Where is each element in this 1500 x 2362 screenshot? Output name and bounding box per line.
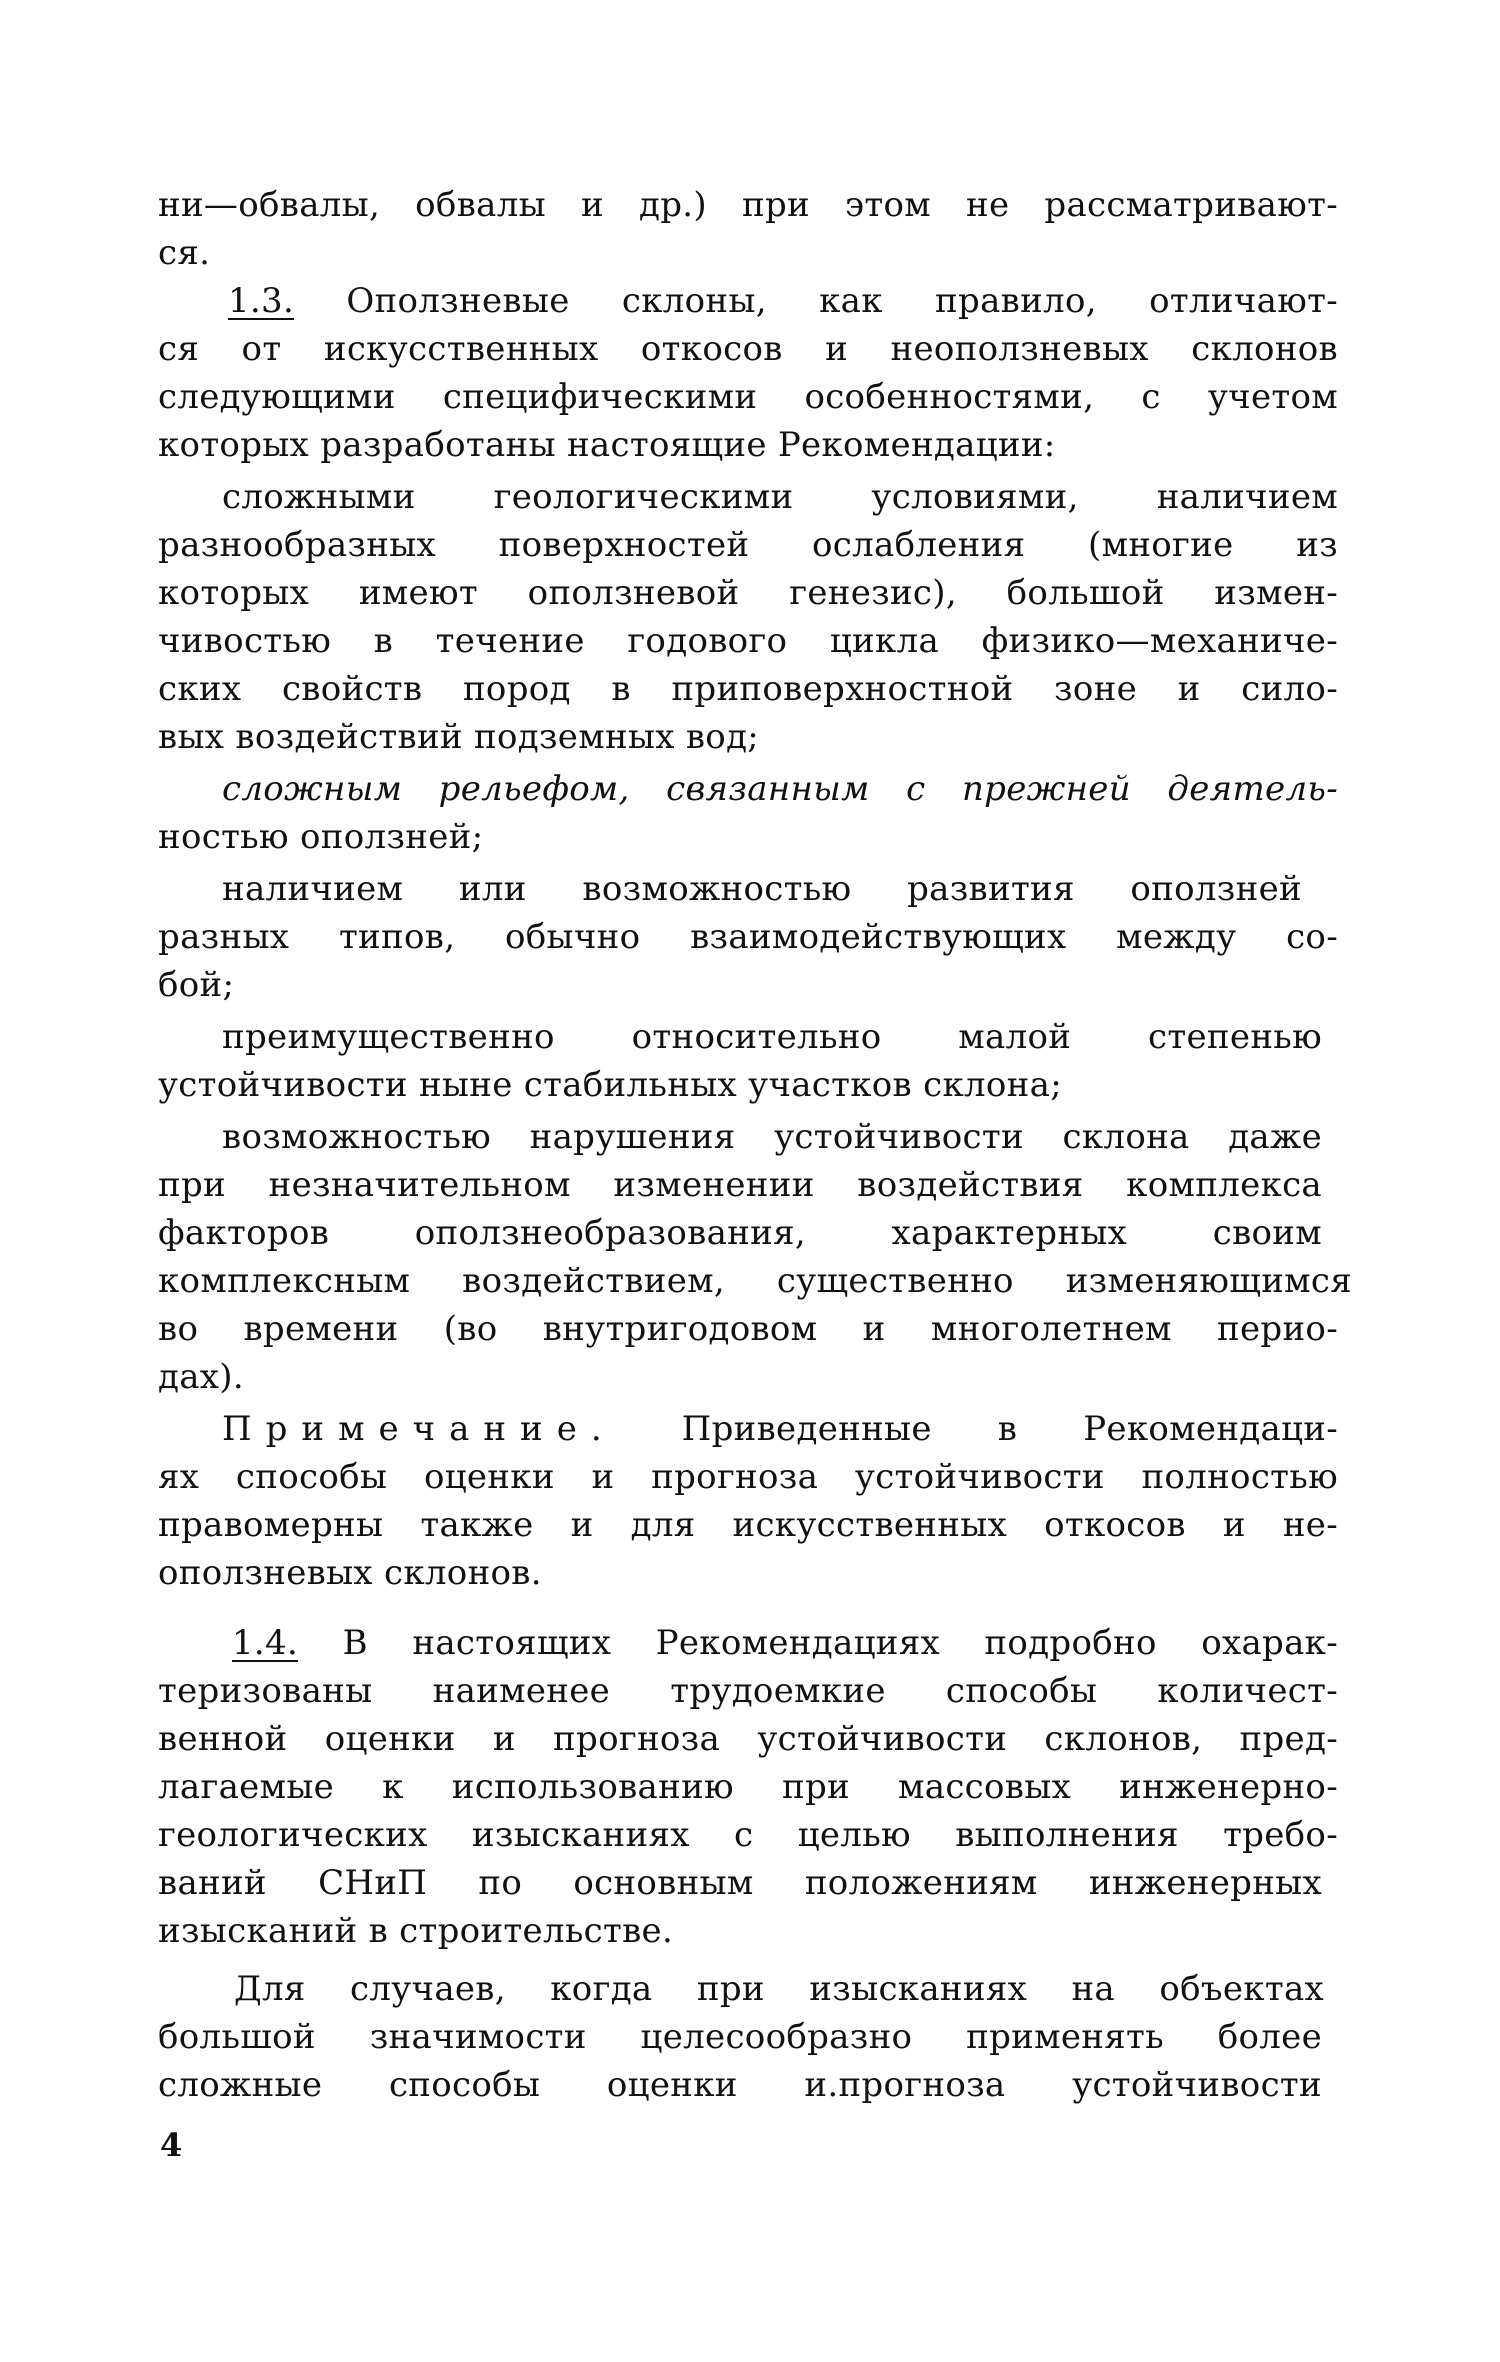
text-line: ваний СНиП по основным положениям инженерных — [158, 1863, 1322, 1903]
text-line: Приведенные в Рекомендаци- — [615, 1409, 1338, 1449]
page-number: 4 — [160, 2126, 183, 2164]
text-line: Оползневые склоны, как правило, отличают- — [294, 281, 1338, 321]
text-line: дах). — [158, 1357, 244, 1397]
text-line: оползневых склонов. — [158, 1553, 542, 1593]
text-line: сложным рельефом, связанным с прежней деятель- — [222, 769, 1338, 809]
text-line: большой значимости целесообразно применять более — [158, 2017, 1322, 2057]
text-line: сложными геологическими условиями, наличием — [222, 477, 1338, 517]
text-line: бой; — [158, 965, 235, 1005]
text-line: Для случаев, когда при изысканиях на объектах — [234, 1969, 1324, 2009]
text-line: устойчивости ныне стабильных участков склона; — [158, 1065, 1062, 1105]
text-line: ностью оползней; — [158, 817, 484, 857]
text-line: которых имеют оползневой генезис), большой измен- — [158, 573, 1338, 613]
text-line: ни—обвалы, обвалы и др.) при этом не рассматривают- — [158, 185, 1338, 225]
text-line: при незначительном изменении воздействия комплекса — [158, 1165, 1322, 1205]
text-line: разных типов, обычно взаимодействующих между со- — [158, 917, 1338, 957]
text-line: ся от искусственных откосов и неоползневых склонов — [158, 329, 1338, 369]
section-heading-line — [228, 276, 1338, 326]
text-line: чивостью в течение годового цикла физико—механиче- — [158, 621, 1338, 661]
text-line: которых разработаны настоящие Рекомендации: — [158, 425, 1056, 465]
text-line: наличием или возможностью развития оползней — [222, 869, 1302, 909]
text-line: геологических изысканиях с целью выполнения требо- — [158, 1815, 1338, 1855]
text-line: лагаемые к использованию при массовых инженерно- — [158, 1767, 1338, 1807]
text-line: возможностью нарушения устойчивости склона даже — [222, 1117, 1322, 1157]
section-heading-line — [232, 1618, 1338, 1668]
note-heading-line — [222, 1404, 1338, 1454]
text-line: следующими специфическими особенностями, с учетом — [158, 377, 1338, 417]
text-line: сложные способы оценки и.прогноза устойчивости — [158, 2065, 1322, 2105]
text-line: преимущественно относительно малой степенью — [222, 1017, 1322, 1057]
note-label: Примечание. — [222, 1409, 616, 1449]
text-line: ских свойств пород в приповерхностной зоне и сило- — [158, 669, 1338, 709]
section-number: 1.3. — [228, 281, 295, 321]
text-line: разнообразных поверхностей ослабления (многие из — [158, 525, 1338, 565]
text-line: В настоящих Рекомендациях подробно охарак- — [298, 1623, 1338, 1663]
text-line: правомерны также и для искусственных откосов и не- — [158, 1505, 1338, 1545]
text-line: изысканий в строительстве. — [158, 1911, 674, 1951]
text-line: теризованы наименее трудоемкие способы количест- — [158, 1671, 1338, 1711]
text-line: комплексным воздействием, существенно изменяющимся — [158, 1261, 1352, 1301]
text-line: ях способы оценки и прогноза устойчивости полностью — [158, 1457, 1338, 1497]
text-line: ся. — [158, 233, 211, 273]
text-line: во времени (во внутригодовом и многолетнем перио- — [158, 1309, 1338, 1349]
text-line: венной оценки и прогноза устойчивости склонов, пред- — [158, 1719, 1338, 1759]
text-line: факторов оползнеобразования, характерных своим — [158, 1213, 1322, 1253]
section-number: 1.4. — [232, 1623, 299, 1663]
text-line: вых воздействий подземных вод; — [158, 717, 760, 757]
